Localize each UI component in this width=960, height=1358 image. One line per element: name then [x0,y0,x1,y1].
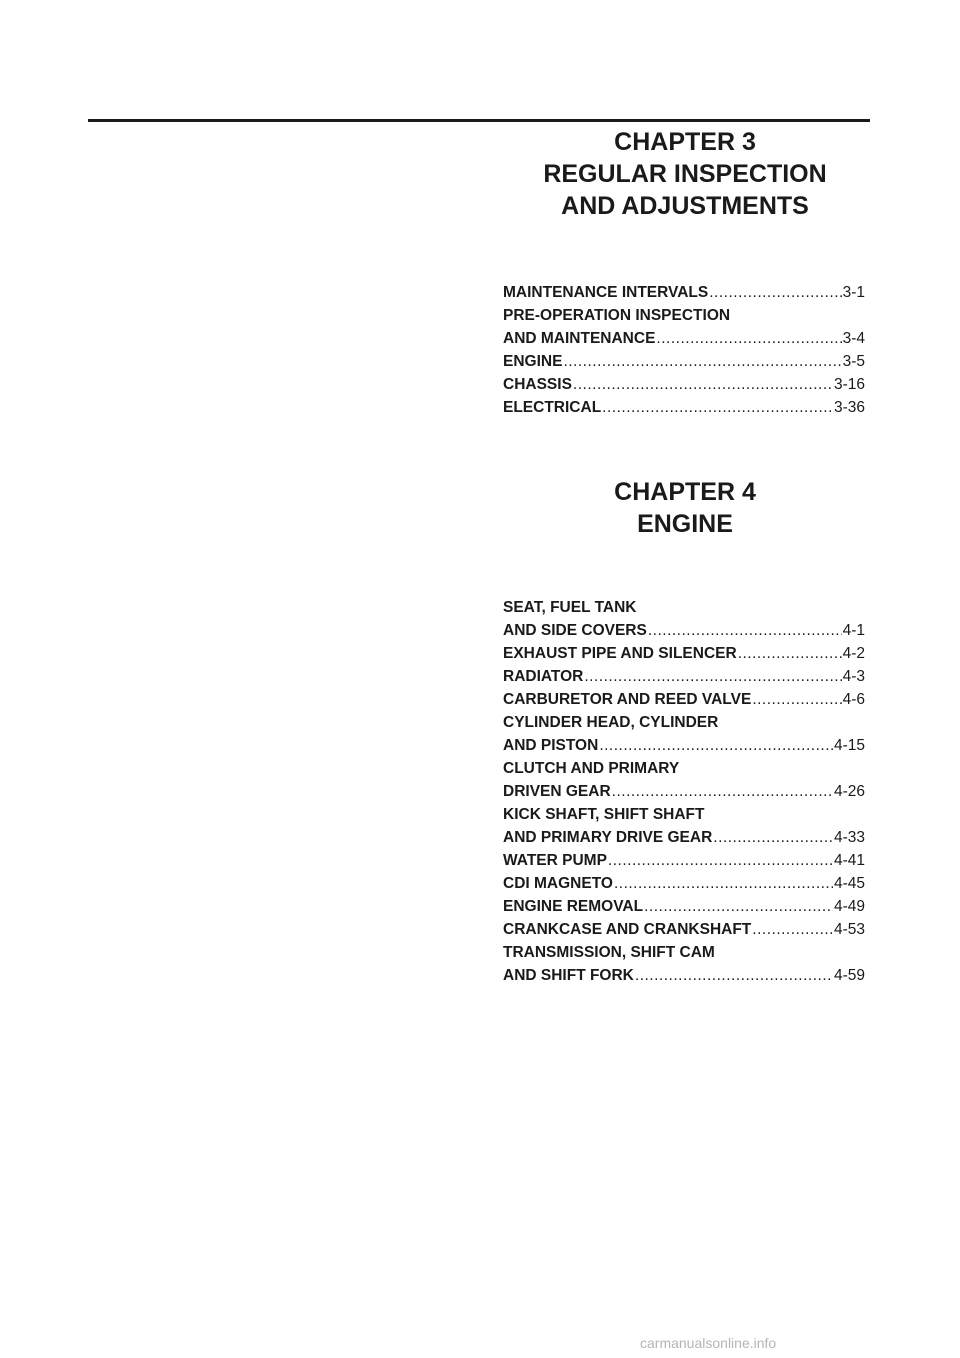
toc-entry[interactable] [503,918,865,941]
toc-entry-title: AND PRIMARY DRIVE GEAR [503,829,713,846]
leader-dots [656,327,841,350]
leader-dots [709,281,841,304]
leader-dots [752,918,833,941]
chapter-3-number: CHAPTER 3 [614,128,756,156]
toc-entry-title: CARBURETOR AND REED VALVE [503,691,752,708]
toc-entry-page: 4-59 [833,967,865,984]
leader-dots [599,734,833,757]
toc-entry[interactable] [503,872,865,895]
toc-entry-title: DRIVEN GEAR [503,783,611,800]
toc-entry-title: CDI MAGNETO [503,875,613,892]
toc-entry[interactable] [503,596,865,642]
toc-entry-title: ENGINE REMOVAL [503,898,644,915]
toc-entry-title: EXHAUST PIPE AND SILENCER [503,645,737,662]
toc-entry-title: AND PISTON [503,737,599,754]
leader-dots [584,665,841,688]
toc-entry-page: 3-5 [842,353,865,370]
toc-entry[interactable] [503,849,865,872]
toc-entry-page: 3-36 [833,399,865,416]
toc-entry-page: 4-49 [833,898,865,915]
chapter-4-title: ENGINE [637,510,733,538]
toc-entry-title-prefix: CYLINDER HEAD, CYLINDER [503,714,719,731]
toc-entry-page: 4-15 [833,737,865,754]
chapter-4-toc [503,596,865,987]
toc-entry-title: CRANKCASE AND CRANKSHAFT [503,921,752,938]
toc-entry[interactable] [503,757,865,803]
toc-entry[interactable] [503,396,865,419]
leader-dots [738,642,842,665]
toc-entry-title: WATER PUMP [503,852,607,869]
toc-entry[interactable] [503,941,865,987]
chapter-3-title-line-1: REGULAR INSPECTION [543,160,827,188]
toc-entry-title: MAINTENANCE INTERVALS [503,284,709,301]
toc-entry-page: 4-53 [833,921,865,938]
toc-entry-page: 3-16 [833,376,865,393]
leader-dots [608,849,833,872]
leader-dots [648,619,842,642]
chapter-3-title-line-2: AND ADJUSTMENTS [561,192,809,220]
toc-entry-title-prefix: KICK SHAFT, SHIFT SHAFT [503,806,705,823]
leader-dots [713,826,833,849]
leader-dots [573,373,833,396]
toc-entry-title-prefix: CLUTCH AND PRIMARY [503,760,680,777]
toc-entry[interactable] [503,688,865,711]
toc-entry-title: ENGINE [503,353,563,370]
toc-entry[interactable] [503,642,865,665]
toc-entry-title-prefix: PRE-OPERATION INSPECTION [503,307,731,324]
toc-entry[interactable] [503,711,865,757]
leader-dots [635,964,833,987]
toc-entry-page: 4-1 [842,622,865,639]
toc-entry[interactable] [503,373,865,396]
toc-entry-title: ELECTRICAL [503,399,602,416]
toc-entry-page: 4-26 [833,783,865,800]
top-rule [88,119,870,122]
toc-entry-page: 3-4 [842,330,865,347]
toc-entry-title: AND SIDE COVERS [503,622,647,639]
toc-entry-title-prefix: TRANSMISSION, SHIFT CAM [503,944,715,961]
toc-entry-title-prefix: SEAT, FUEL TANK [503,599,637,616]
toc-entry-title: AND SHIFT FORK [503,967,634,984]
toc-entry-title: CHASSIS [503,376,572,393]
toc-entry-page: 4-41 [833,852,865,869]
toc-entry[interactable] [503,281,865,304]
toc-entry-page: 4-33 [833,829,865,846]
toc-entry-page: 4-45 [833,875,865,892]
toc-entry[interactable] [503,350,865,373]
chapter-3-heading [503,126,867,222]
toc-entry-page: 4-6 [842,691,865,708]
toc-entry[interactable] [503,304,865,350]
leader-dots [614,872,833,895]
toc-entry-page: 4-3 [842,668,865,685]
watermark: carmanualsonline.info [640,1335,777,1351]
leader-dots [644,895,833,918]
toc-entry-title: RADIATOR [503,668,584,685]
toc-entry-title: AND MAINTENANCE [503,330,656,347]
toc-entry[interactable] [503,895,865,918]
toc-entry[interactable] [503,665,865,688]
chapter-4-heading [503,476,867,540]
leader-dots [602,396,833,419]
leader-dots [752,688,841,711]
chapter-4-number: CHAPTER 4 [614,478,756,506]
toc-entry-page: 3-1 [842,284,865,301]
toc-entry[interactable] [503,803,865,849]
toc-entry-page: 4-2 [842,645,865,662]
leader-dots [563,350,841,373]
chapter-3-toc [503,281,865,419]
leader-dots [612,780,833,803]
